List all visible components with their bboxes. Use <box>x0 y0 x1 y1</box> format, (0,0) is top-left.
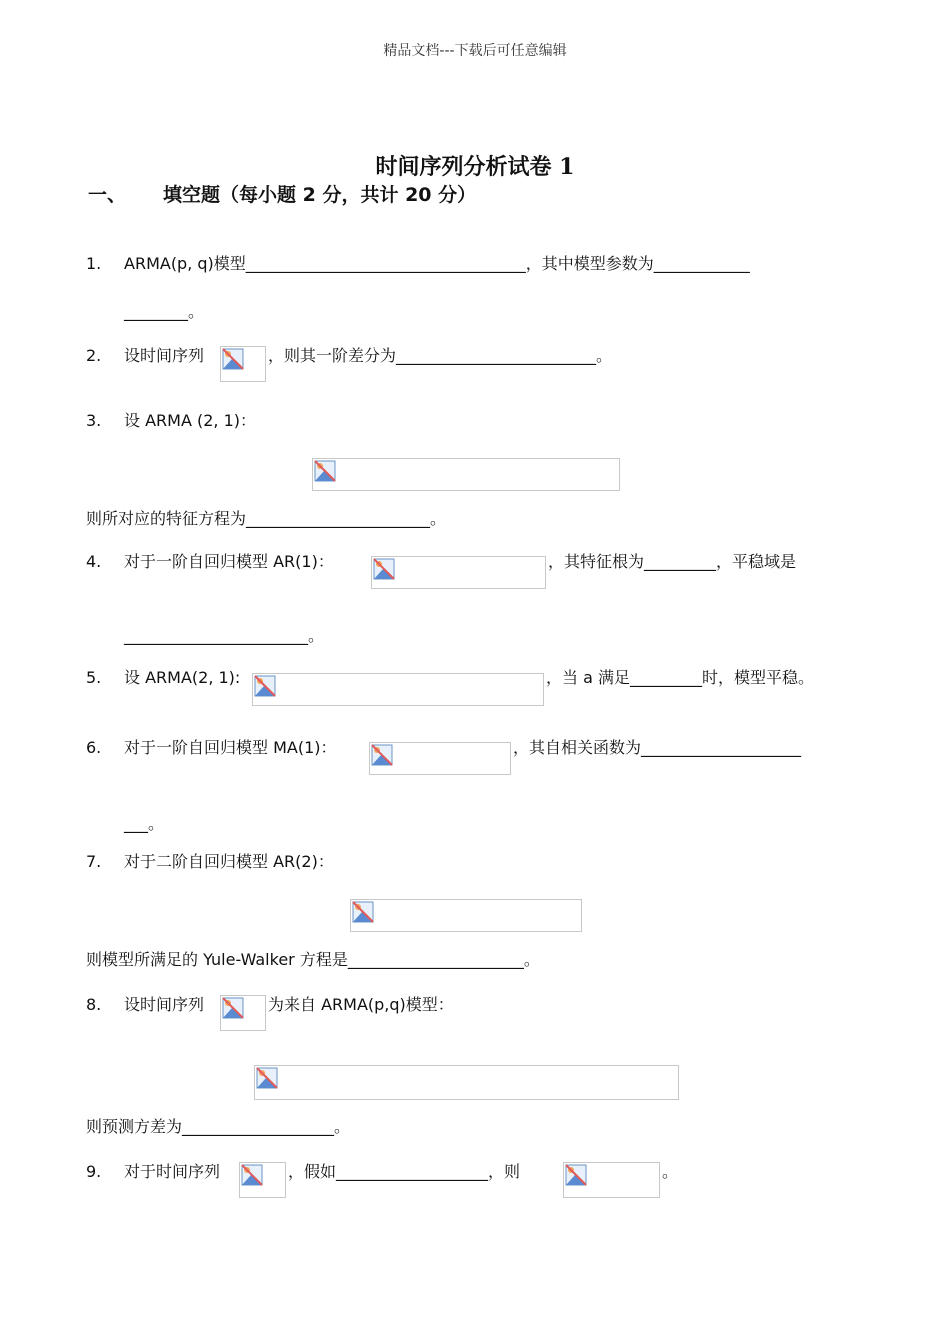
formula-image <box>220 995 266 1031</box>
question-7-text-cont: 则模型所满足的 Yule-Walker 方程是______________________。 <box>86 950 540 969</box>
broken-image-icon <box>222 997 244 1019</box>
formula-image <box>252 673 544 706</box>
section-title: 填空题（每小题 2 分，共计 20 分） <box>163 184 477 206</box>
question-8-text-cont: 为来自 ARMA(p,q)模型： <box>268 995 454 1014</box>
broken-image-icon <box>371 744 393 766</box>
question-5-text-cont: ，当 a 满足_________时，模型平稳。 <box>546 668 814 687</box>
question-3-text-cont: 则所对应的特征方程为_______________________。 <box>86 509 447 528</box>
formula-image <box>312 458 620 491</box>
question-number: 1. <box>86 254 102 273</box>
section-number: 一、 <box>88 184 127 206</box>
formula-image <box>350 899 582 932</box>
question-6-text-cont: ，其自相关函数为____________________ <box>513 738 802 757</box>
question-number: 7. <box>86 852 102 871</box>
formula-image <box>369 742 511 775</box>
broken-image-icon <box>314 460 336 482</box>
question-3-text: 设 ARMA (2, 1)： <box>124 411 257 430</box>
formula-image <box>239 1162 286 1198</box>
question-number: 9. <box>86 1162 102 1181</box>
question-number: 4. <box>86 552 102 571</box>
question-7-text: 对于二阶自回归模型 AR(2)： <box>124 852 334 871</box>
page-header: 精品文档---下载后可任意编辑 <box>383 43 567 59</box>
question-9-text-cont: ，假如___________________，则 <box>288 1162 521 1181</box>
question-number: 6. <box>86 738 102 757</box>
question-9-text-end: 。 <box>662 1162 679 1181</box>
broken-image-icon <box>373 558 395 580</box>
question-2-text-cont: ，则其一阶差分为_________________________。 <box>268 346 613 365</box>
question-4-text: 对于一阶自回归模型 AR(1)： <box>124 552 334 571</box>
question-number: 3. <box>86 411 102 430</box>
question-4-text-end: _______________________。 <box>124 626 325 645</box>
formula-image <box>371 556 546 589</box>
broken-image-icon <box>565 1164 587 1186</box>
section-heading <box>88 180 476 207</box>
broken-image-icon <box>256 1067 278 1089</box>
formula-image <box>563 1162 660 1198</box>
question-9-text: 对于时间序列 <box>124 1162 221 1181</box>
question-number: 8. <box>86 995 102 1014</box>
question-2-text: 设时间序列 <box>124 346 205 365</box>
question-5-text: 设 ARMA(2, 1): <box>124 668 241 687</box>
exam-title: 时间序列分析试卷 1 <box>375 154 575 180</box>
broken-image-icon <box>241 1164 263 1186</box>
broken-image-icon <box>352 901 374 923</box>
question-8-text: 设时间序列 <box>124 995 205 1014</box>
question-number: 2. <box>86 346 102 365</box>
question-4-text-cont: ，其特征根为_________，平稳域是 <box>548 552 797 571</box>
question-1-text-cont: ________。 <box>124 302 205 321</box>
broken-image-icon <box>222 348 244 370</box>
question-6-text-end: ___。 <box>124 814 165 833</box>
question-6-text: 对于一阶自回归模型 MA(1)： <box>124 738 337 757</box>
question-1-text: ARMA(p, q)模型___________________________________，其中模型参数为____________ <box>124 254 750 273</box>
question-8-text-end: 则预测方差为___________________。 <box>86 1117 351 1136</box>
question-number: 5. <box>86 668 102 687</box>
broken-image-icon <box>254 675 276 697</box>
formula-image <box>220 346 266 382</box>
formula-image <box>254 1065 679 1100</box>
